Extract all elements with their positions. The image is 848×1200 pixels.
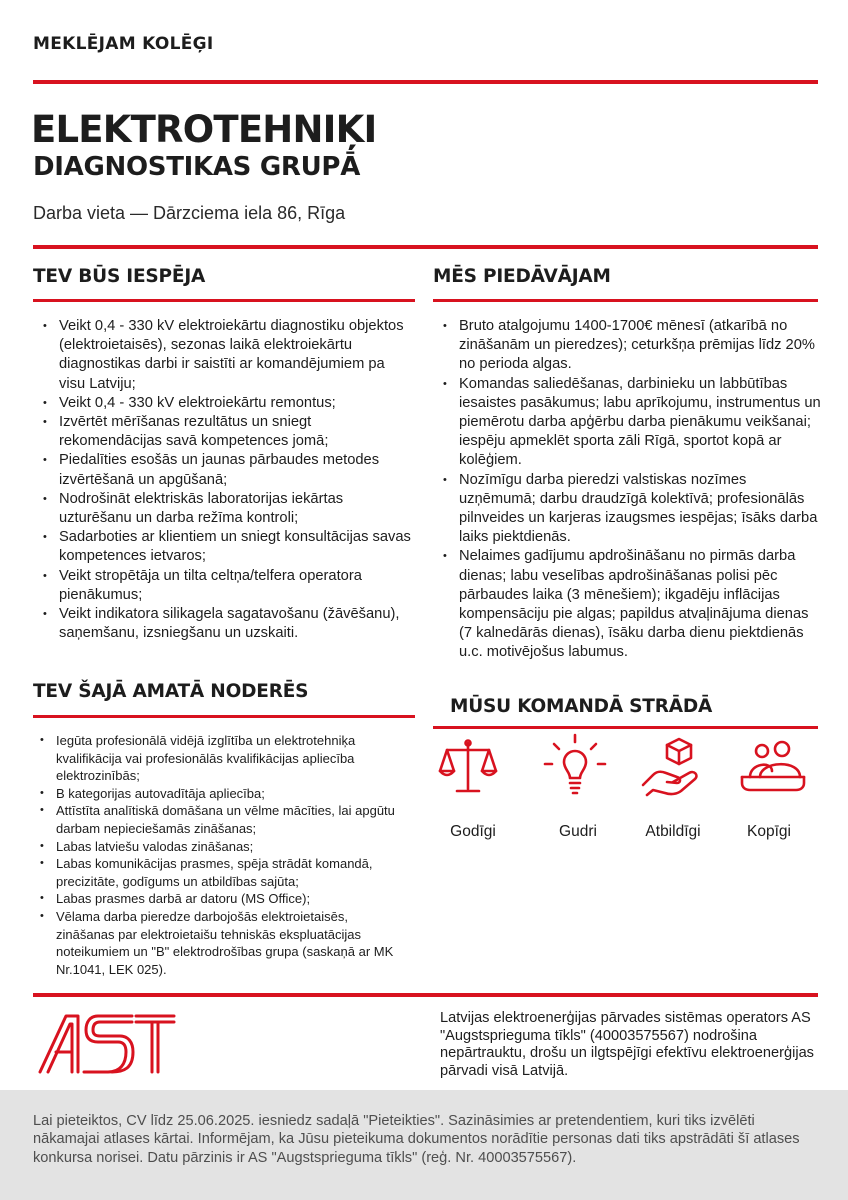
section-underline bbox=[433, 726, 818, 729]
list-item: • B kategorijas autovadītāja apliecība; bbox=[40, 785, 408, 803]
section-underline bbox=[33, 299, 415, 302]
list-item: • Sadarboties ar klientiem un sniegt konsultācijas savas kompetences ietvaros; bbox=[43, 528, 413, 566]
divider bbox=[33, 80, 818, 84]
value-label: Gudri bbox=[559, 823, 597, 840]
opportunities-title: TEV BŪS IESPĒJA bbox=[33, 266, 206, 287]
kicker: MEKLĒJAM KOLĒĢI bbox=[33, 34, 214, 54]
list-item: • Komandas saliedēšanas, darbinieku un labbūtības iesaistes pasākumus; labu aprīkojumu, instrumentus un piemērotu darba apģērbu darba pienākumu veikšanai; iespēju apmeklēt sporta zāli Rīgā, sportot kopā ar kolēģiem. bbox=[443, 375, 821, 471]
list-item: • Veikt indikatora silikagela sagatavošanu (žāvēšanu), saņemšanu, izsniegšanu un uzskaiti. bbox=[43, 605, 413, 643]
list-item: • Attīstīta analītiskā domāšana un vēlme mācīties, lai apgūtu darbam nepieciešamās zināšanas; bbox=[40, 802, 408, 837]
requirements-title: TEV ŠAJĀ AMATĀ NODERĒS bbox=[33, 681, 309, 702]
page-title: ELEKTROTEHNIĶI bbox=[31, 108, 377, 151]
list-item: • Veikt stropētāja un tilta celtņa/telfera operatora pienākumus; bbox=[43, 567, 413, 605]
hand-box-icon bbox=[639, 735, 705, 801]
value-smart bbox=[530, 733, 620, 799]
lightbulb-icon bbox=[542, 733, 608, 799]
list-item: • Bruto atalgojumu 1400-1700€ mēnesī (atkarībā no zināšanām un pieredzes); ceturkšņa prēmijas līdz 20% no perioda algas. bbox=[443, 317, 821, 375]
list-item: • Labas prasmes darbā ar datoru (MS Office); bbox=[40, 890, 408, 908]
section-underline bbox=[33, 715, 415, 718]
ast-logo bbox=[38, 1012, 176, 1079]
list-item: • Izvērtēt mērīšanas rezultātus un sniegt rekomendācijas savā kompetences jomā; bbox=[43, 413, 413, 451]
people-icon bbox=[738, 737, 808, 799]
list-item: • Vēlama darba pieredze darbojošās elektroietaisēs, zināšanas par elektroietaišu tehniskās ekspluatācijas noteikumiem un "B" elektrodrošības grupa (saskaņā ar MK Nr.1041, LEK 025). bbox=[40, 908, 408, 978]
work-location: Darba vieta — Dārzciema iela 86, Rīga bbox=[33, 203, 346, 223]
list-item: • Veikt 0,4 - 330 kV elektroiekārtu remontus; bbox=[43, 394, 413, 413]
offer-title: MĒS PIEDĀVĀJAM bbox=[433, 266, 611, 287]
list-item: • Iegūta profesionālā vidējā izglītība un elektrotehniķa kvalifikācija vai profesionālās kvalifikācijas apliecība elektrozinībās; bbox=[40, 732, 408, 785]
value-responsible bbox=[627, 735, 717, 801]
section-underline bbox=[433, 299, 818, 302]
company-description: Latvijas elektroenerģijas pārvades sistēmas operators AS "Augstsprieguma tīkls" (40003575567) nodrošina nepārtrauktu, drošu un ilgtspējīgi efektīvu elektroenerģijas pārvadi visā Latvijā. bbox=[440, 1010, 814, 1079]
value-together bbox=[728, 737, 818, 799]
opportunities-list bbox=[43, 317, 413, 643]
footer bbox=[0, 1090, 848, 1200]
list-item: • Labas komunikācijas prasmes, spēja strādāt komandā, precizitāte, godīgums un atbildības sajūta; bbox=[40, 855, 408, 890]
divider bbox=[33, 245, 818, 249]
value-label: Godīgi bbox=[450, 823, 496, 840]
list-item: • Veikt 0,4 - 330 kV elektroiekārtu diagnostiku objektos (elektroietaisēs), sezonas laikā elektroiekārtu diagnostikas darbi ir saistīti ar komandējumiem pa visu Latviju; bbox=[43, 317, 413, 394]
team-title: MŪSU KOMANDĀ STRĀDĀ bbox=[450, 696, 713, 717]
list-item: • Nodrošināt elektriskās laboratorijas iekārtas uzturēšanu un darba režīma kontroli; bbox=[43, 490, 413, 528]
requirements-list bbox=[40, 732, 408, 978]
footer-text: Lai pieteiktos, CV līdz 25.06.2025. iesniedz sadaļā "Pieteikties". Sazināsimies ar pretendentiem, kuri tiks izvēlēti nākamajai atlases kārtai. Informējam, ka Jūsu pieteikuma dokumentos norādītie personas dati tiks apstrādāti šī atlases konkursa norisei. Datu pārzinis ir AS "Augstsprieguma tīkls" (reģ. Nr. 40003575567). bbox=[33, 1113, 800, 1166]
scales-icon bbox=[437, 737, 499, 799]
value-honest bbox=[423, 737, 513, 799]
list-item: • Labas latviešu valodas zināšanas; bbox=[40, 838, 408, 856]
value-label: Kopīgi bbox=[747, 823, 791, 840]
divider bbox=[33, 993, 818, 997]
list-item: • Piedalīties esošās un jaunas pārbaudes metodes izvērtēšanā un apgūšanā; bbox=[43, 451, 413, 489]
list-item: • Nelaimes gadījumu apdrošināšanu no pirmās darba dienas; labu veselības apdrošināšanas polisi pēc pārbaudes laika (3 mēnešiem); ikgadēju inflācijas kompensāciju pie algas; papildus atvaļinājuma dienas (7 kalnedārās dienas), īsāku darba dienu piektdienās u.c. motivējošus labumus. bbox=[443, 547, 821, 662]
value-label: Atbildīgi bbox=[645, 823, 701, 840]
offer-list bbox=[443, 317, 821, 663]
page-subtitle: DIAGNOSTIKAS GRUPĀ bbox=[33, 152, 361, 182]
list-item: • Nozīmīgu darba pieredzi valstiskas nozīmes uzņēmumā; darbu draudzīgā kolektīvā; profesionālās pilnveides un karjeras izaugsmes iespējas; īsāks darba laiks piektdienās. bbox=[443, 471, 821, 548]
